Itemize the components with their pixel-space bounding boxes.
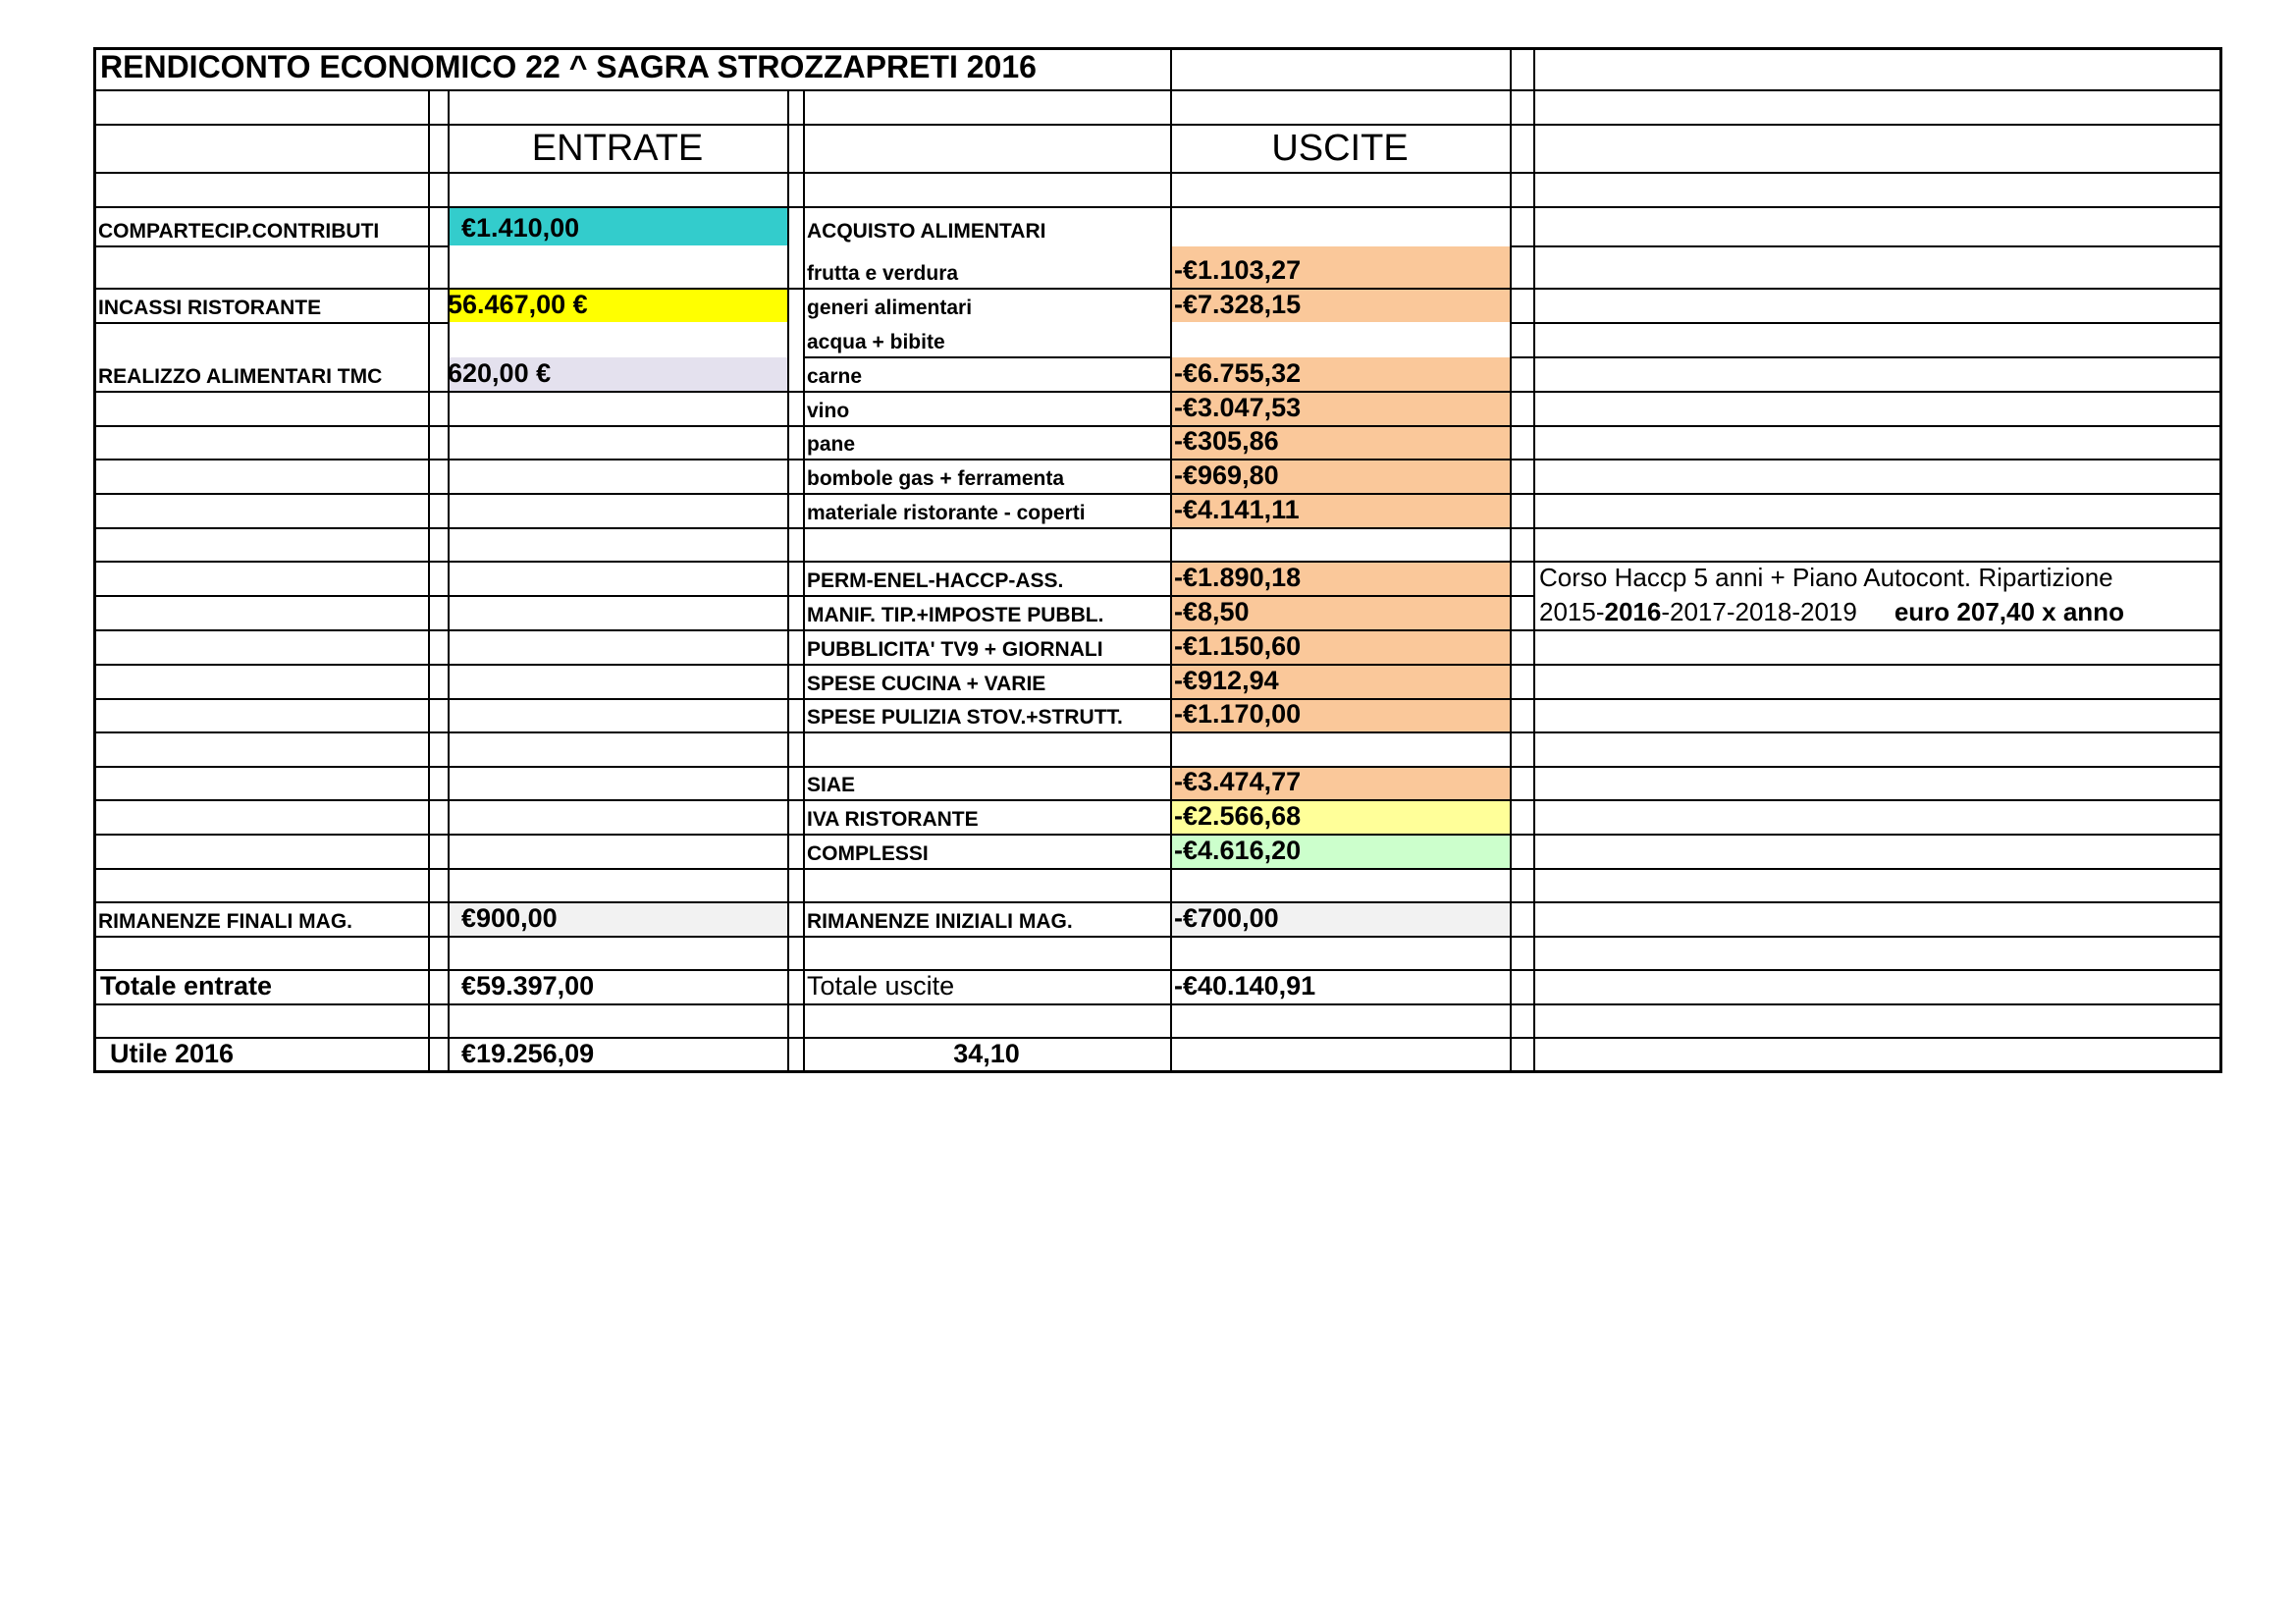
incassi-amount: 56.467,00 € [448, 290, 588, 319]
minus-euro-sign: -€ [1174, 426, 1199, 456]
totale-entrate-amount: 59.397,00 [476, 971, 595, 1001]
cucina-label: SPESE CUCINA + VARIE [807, 673, 1046, 695]
pubblicita-label: PUBBLICITA' TV9 + GIORNALI [807, 638, 1103, 661]
siae-label: SIAE [807, 774, 856, 796]
euro-sign: € [461, 1039, 477, 1068]
euro-sign: € [461, 903, 477, 933]
materiale-value-cell [1170, 494, 1510, 527]
compartecip-label: COMPARTECIP.CONTRIBUTI [98, 220, 380, 243]
grid-line [428, 89, 430, 1071]
acqua-label: acqua + bibite [807, 331, 945, 353]
totale-entrate-value-cell [448, 970, 787, 1003]
perm-label: PERM-ENEL-HACCP-ASS. [807, 569, 1064, 592]
pane-label: pane [807, 433, 856, 456]
pulizia-value-cell [1170, 699, 1510, 731]
minus-euro-sign: -€ [1174, 801, 1199, 831]
pulizia-amount: 1.170,00 [1198, 699, 1302, 729]
grid-line [94, 868, 2220, 870]
utile-extra-value: 34,10 [953, 1039, 1020, 1068]
minus-euro-sign: -€ [1174, 666, 1199, 695]
pane-amount: 305,86 [1198, 426, 1279, 456]
bombole-value-cell [1170, 460, 1510, 493]
grid-line [448, 89, 450, 1071]
grid-line [94, 1003, 2220, 1005]
perm-amount: 1.890,18 [1198, 563, 1302, 592]
minus-euro-sign: -€ [1174, 971, 1199, 1001]
note-amount-per-year: euro 207,40 x anno [1894, 597, 2124, 626]
grid-line [94, 391, 2220, 393]
grid-line [94, 595, 1533, 597]
rimanenze-finali-value-cell [448, 902, 787, 936]
compartecip-value-cell [448, 207, 787, 245]
realizzo-value-cell [448, 357, 787, 391]
grid-line [803, 89, 805, 1071]
grid-line [1510, 245, 2220, 247]
cucina-amount: 912,94 [1198, 666, 1279, 695]
grid-line [94, 206, 2220, 208]
utile-value-cell [448, 1038, 787, 1071]
grid-line [94, 901, 2220, 903]
manif-amount: 8,50 [1198, 597, 1250, 626]
grid-line [94, 1037, 2220, 1039]
generi-value-cell [1170, 289, 1510, 322]
grid-line [94, 799, 2220, 801]
rimanenze-finali-label: RIMANENZE FINALI MAG. [98, 910, 352, 933]
grid-line [1533, 48, 1535, 1071]
totale-uscite-label: Totale uscite [807, 971, 955, 1001]
euro-sign: € [461, 213, 477, 243]
siae-amount: 3.474,77 [1198, 767, 1302, 796]
grid-line [94, 425, 2220, 427]
minus-euro-sign: -€ [1174, 393, 1199, 422]
iva-value-cell [1170, 800, 1510, 834]
complessi-amount: 4.616,20 [1198, 836, 1302, 865]
grid-line [1510, 356, 2220, 358]
minus-euro-sign: -€ [1174, 903, 1199, 933]
grid-line [787, 89, 789, 1071]
grid-line [94, 527, 2220, 529]
frutta-amount: 1.103,27 [1198, 255, 1302, 285]
complessi-label: COMPLESSI [807, 842, 929, 865]
uscite-header: USCITE [1271, 128, 1409, 169]
grid-line [94, 124, 2220, 126]
grid-line [1170, 48, 1172, 1071]
grid-line [1510, 48, 1512, 1071]
totale-uscite-amount: 40.140,91 [1198, 971, 1316, 1001]
note-line-1: Corso Haccp 5 anni + Piano Autocont. Ripartizione [1539, 563, 2113, 592]
materiale-amount: 4.141,11 [1198, 495, 1300, 524]
sheet-title: RENDICONTO ECONOMICO 22 ^ SAGRA STROZZAPRETI 2016 [100, 49, 1037, 84]
grid-line [94, 766, 2220, 768]
carne-label: carne [807, 365, 863, 388]
pubblicita-value-cell [1170, 630, 1510, 664]
grid-line [94, 936, 2220, 938]
compartecip-amount: 1.410,00 [476, 213, 580, 243]
iva-label: IVA RISTORANTE [807, 808, 979, 831]
vino-label: vino [807, 400, 850, 422]
minus-euro-sign: -€ [1174, 767, 1199, 796]
carne-value-cell [1170, 357, 1510, 391]
frutta-label: frutta e verdura [807, 262, 959, 285]
grid-line [94, 698, 2220, 700]
utile-amount: 19.256,09 [476, 1039, 595, 1068]
grid-line [94, 493, 2220, 495]
note-year-rest: -2017-2018-2019 [1661, 597, 1857, 626]
minus-euro-sign: -€ [1174, 597, 1199, 626]
rimanenze-iniziali-amount: 700,00 [1198, 903, 1279, 933]
bombole-label: bombole gas + ferramenta [807, 467, 1064, 490]
minus-euro-sign: -€ [1174, 836, 1199, 865]
minus-euro-sign: -€ [1174, 631, 1199, 661]
grid-line [1510, 322, 2220, 324]
minus-euro-sign: -€ [1174, 495, 1199, 524]
entrate-header: ENTRATE [531, 128, 704, 169]
grid-line [803, 356, 1170, 358]
grid-line [94, 664, 2220, 666]
rimanenze-finali-amount: 900,00 [476, 903, 558, 933]
grid-line [94, 629, 2220, 631]
note-year-start: 2015- [1539, 597, 1605, 626]
minus-euro-sign: -€ [1174, 460, 1199, 490]
pulizia-label: SPESE PULIZIA STOV.+STRUTT. [807, 706, 1123, 729]
manif-value-cell [1170, 596, 1510, 629]
iva-amount: 2.566,68 [1198, 801, 1302, 831]
generi-label: generi alimentari [807, 297, 973, 319]
utile-label: Utile 2016 [110, 1039, 235, 1068]
totale-uscite-value-cell [1170, 970, 1510, 1003]
grid-line [94, 969, 2220, 971]
grid-line [94, 288, 2220, 290]
grid-line [94, 245, 448, 247]
bombole-amount: 969,80 [1198, 460, 1279, 490]
minus-euro-sign: -€ [1174, 563, 1199, 592]
rimanenze-iniziali-value-cell [1170, 902, 1510, 936]
minus-euro-sign: -€ [1174, 290, 1199, 319]
note-year-bold: 2016 [1604, 597, 1662, 626]
vino-value-cell [1170, 392, 1510, 425]
pubblicita-amount: 1.150,60 [1198, 631, 1302, 661]
rimanenze-iniziali-label: RIMANENZE INIZIALI MAG. [807, 910, 1073, 933]
cucina-value-cell [1170, 665, 1510, 698]
minus-euro-sign: -€ [1174, 699, 1199, 729]
grid-line [94, 89, 2220, 91]
materiale-label: materiale ristorante - coperti [807, 502, 1086, 524]
vino-amount: 3.047,53 [1198, 393, 1302, 422]
realizzo-amount: 620,00 € [448, 358, 552, 388]
euro-sign: € [461, 971, 477, 1001]
note-line-2 [1533, 596, 2220, 629]
grid-line [94, 172, 2220, 174]
generi-amount: 7.328,15 [1198, 290, 1302, 319]
grid-line [94, 834, 2220, 836]
complessi-value-cell [1170, 835, 1510, 868]
siae-value-cell [1170, 767, 1510, 799]
grid-line [94, 561, 2220, 563]
minus-euro-sign: -€ [1174, 358, 1199, 388]
grid-line [94, 322, 448, 324]
grid-line [94, 731, 2220, 733]
minus-euro-sign: -€ [1174, 255, 1199, 285]
frutta-value-cell [1170, 246, 1510, 288]
incassi-label: INCASSI RISTORANTE [98, 297, 322, 319]
totale-entrate-label: Totale entrate [100, 971, 273, 1001]
perm-value-cell [1170, 562, 1510, 595]
acquisto-alimentari-label: ACQUISTO ALIMENTARI [807, 220, 1046, 243]
grid-line [94, 459, 2220, 460]
pane-value-cell [1170, 426, 1510, 459]
carne-amount: 6.755,32 [1198, 358, 1302, 388]
manif-label: MANIF. TIP.+IMPOSTE PUBBL. [807, 604, 1104, 626]
realizzo-label: REALIZZO ALIMENTARI TMC [98, 365, 383, 388]
incassi-value-cell [448, 289, 787, 322]
